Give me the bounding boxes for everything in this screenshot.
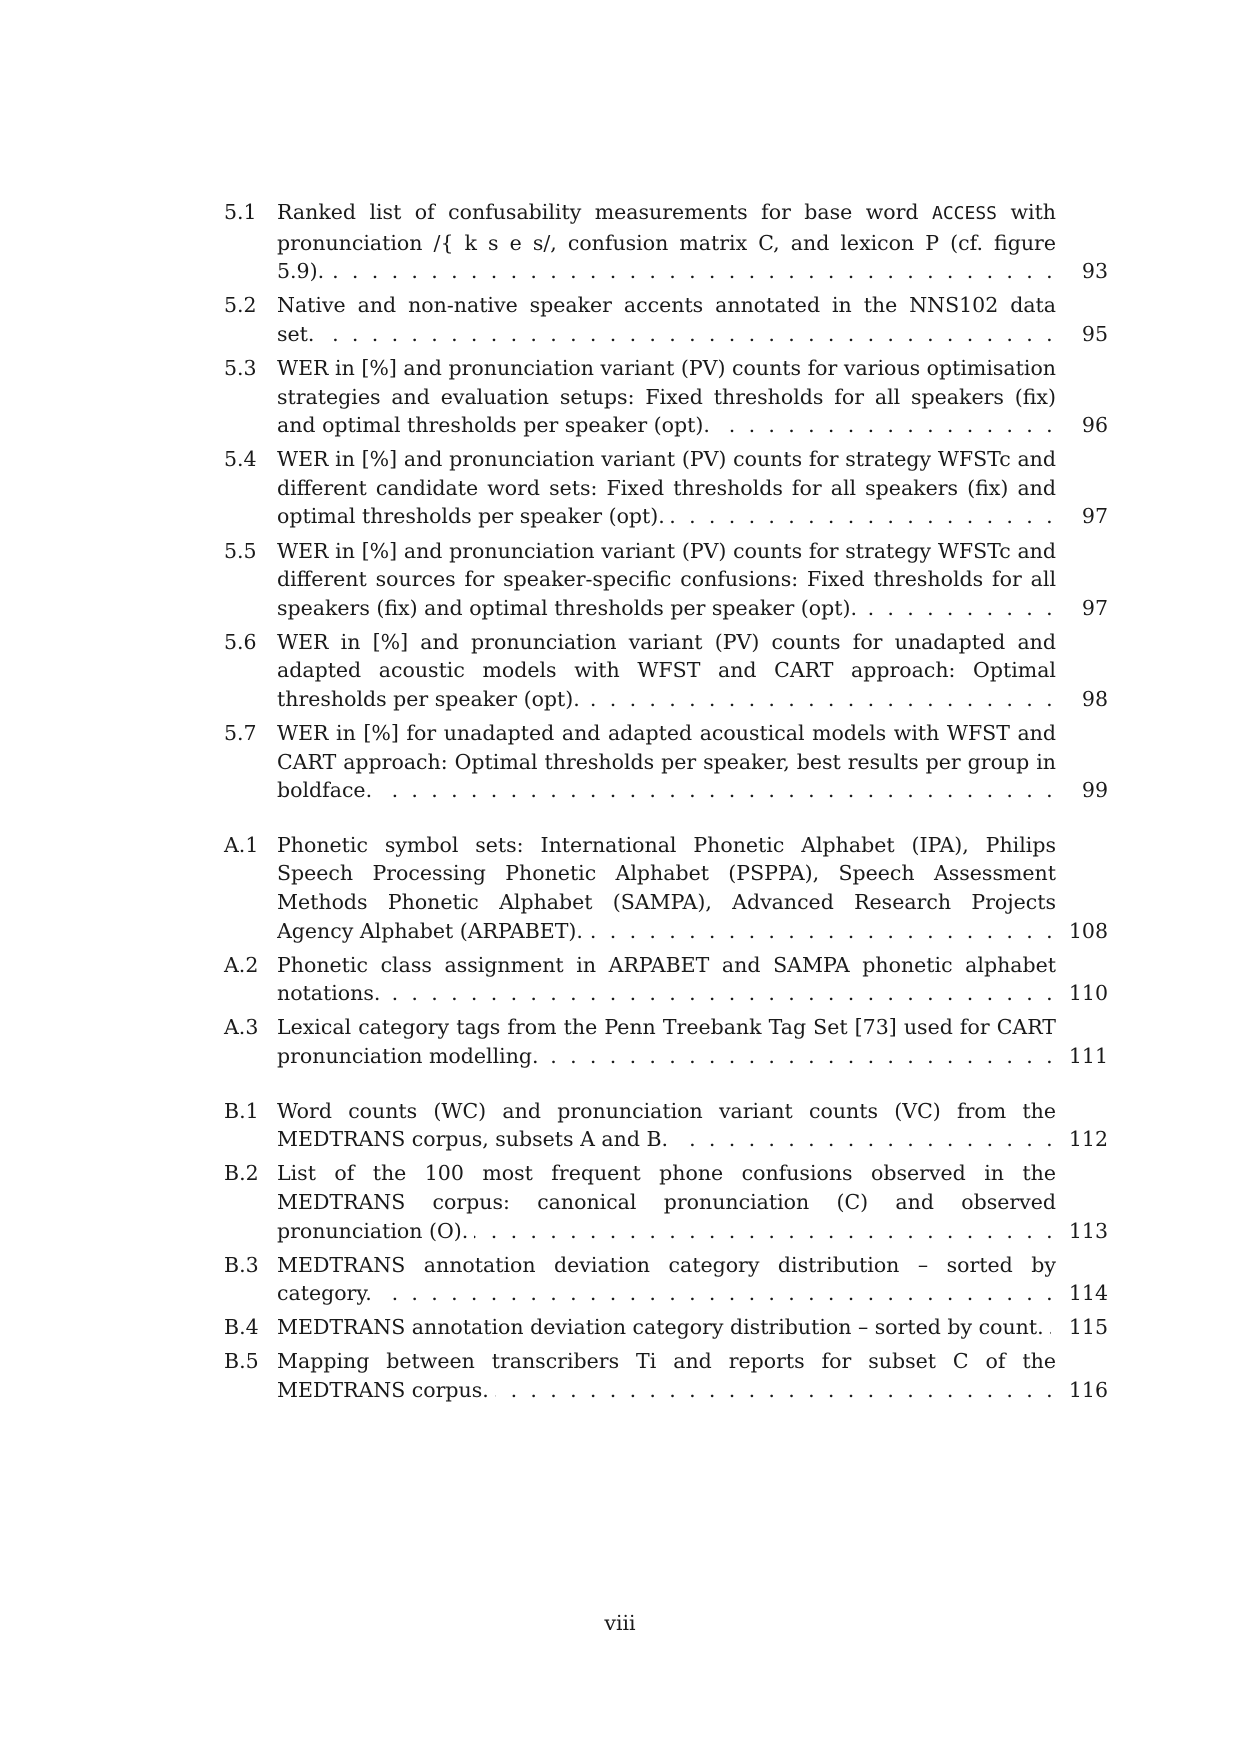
toc-entry[interactable] [224,445,1108,531]
table-number: 5.1 [224,200,257,224]
toc-group [224,1097,1108,1405]
page-reference: 97 [1081,595,1108,620]
toc-entry[interactable] [224,719,1108,805]
table-number: B.1 [224,1098,259,1123]
table-caption: WER in [%] and pronunciation variant (PV) counts for strategy WFSTc and different sources for speaker-specific confusions: Fixed thresholds for all speakers (fix) and optimal thresholds per speaker (opt). . . . [277,537,1056,623]
table-caption: WER in [%] and pronunciation variant (PV) counts for unadapted and adapted acoustic models with WFST and CART approach: Optimal thresholds per speaker (opt). . . . [277,628,1056,714]
page-reference: 95 [1081,321,1108,346]
table-number: A.1 [224,832,259,857]
table-caption: MEDTRANS annotation deviation category distribution – sorted by count. . . . [277,1313,1056,1342]
table-number: 5.2 [224,293,257,318]
page-reference: 114 [1068,1281,1108,1306]
table-number: 5.5 [224,538,257,563]
table-number: B.4 [224,1315,259,1340]
page-reference: 93 [1081,259,1108,284]
table-caption: Mapping between transcribers Ti and reports for subset C of the MEDTRANS corpus. . . . [277,1347,1056,1404]
toc-entry[interactable] [224,1013,1108,1070]
page-reference: 113 [1068,1218,1108,1243]
table-number: 5.6 [224,629,257,654]
page-reference: 96 [1081,413,1108,438]
table-caption: Phonetic symbol sets: International Phonetic Alphabet (IPA), Philips Speech Processing Phonetic Alphabet (PSPPA), Speech Assessment Methods Phonetic Alphabet (SAMPA), Advanced Research Projects Agency Alphabet (ARPABET). . . . [277,831,1056,945]
caption-text: Ranked list of confusability measurements for base word [277,200,932,224]
caption-code: ACCESS [932,203,998,224]
table-caption [277,198,1056,286]
toc-entry[interactable] [224,831,1108,945]
list-of-tables [224,198,1108,1410]
table-number: A.2 [224,952,259,977]
table-number: 5.3 [224,355,257,380]
table-caption: Word counts (WC) and pronunciation variant counts (VC) from the MEDTRANS corpus, subsets A and B. . . . [277,1097,1056,1154]
page-reference: 115 [1068,1315,1108,1340]
toc-entry[interactable] [224,1347,1108,1404]
page-reference: 110 [1068,981,1108,1006]
page-reference: 97 [1081,504,1108,529]
table-caption: WER in [%] and pronunciation variant (PV) counts for various optimisation strategies and evaluation setups: Fixed thresholds for all speakers (fix) and optimal thresholds per speaker (opt). . . . [277,354,1056,440]
toc-entry[interactable] [224,628,1108,714]
table-caption: Phonetic class assignment in ARPABET and SAMPA phonetic alphabet notations. . . . [277,951,1056,1008]
page-reference: 99 [1081,778,1108,803]
toc-entry[interactable] [224,198,1108,286]
table-number: B.3 [224,1252,259,1277]
table-caption: Native and non-native speaker accents annotated in the NNS102 data set. . . . [277,291,1056,348]
toc-entry[interactable] [224,291,1108,348]
toc-entry[interactable] [224,1159,1108,1245]
toc-group [224,198,1108,805]
table-number: 5.4 [224,447,257,472]
page-reference: 111 [1068,1044,1108,1069]
table-number: 5.7 [224,721,257,746]
table-caption: MEDTRANS annotation deviation category distribution – sorted by category. . . . [277,1251,1056,1308]
caption-text: with pronunciation /{ k s e s/, confusion matrix C, and lexicon P (cf. figure 5.9). [277,200,1056,284]
toc-entry[interactable] [224,1313,1108,1342]
toc-group [224,831,1108,1071]
toc-entry[interactable] [224,354,1108,440]
table-number: B.5 [224,1349,259,1374]
table-caption: WER in [%] for unadapted and adapted acoustical models with WFST and CART approach: Optimal thresholds per speaker, best results per group in boldface. . . . [277,719,1056,805]
table-number: A.3 [224,1015,259,1040]
table-caption: List of the 100 most frequent phone confusions observed in the MEDTRANS corpus: canonical pronunciation (C) and observed pronunciation (O). . . . [277,1159,1056,1245]
table-caption: WER in [%] and pronunciation variant (PV) counts for strategy WFSTc and different candidate word sets: Fixed thresholds for all speakers (fix) and optimal thresholds per speaker (opt). . . . [277,445,1056,531]
page-number: viii [604,1611,636,1635]
table-caption: Lexical category tags from the Penn Treebank Tag Set [73] used for CART pronunciation modelling. . . . [277,1013,1056,1070]
toc-entry[interactable] [224,1097,1108,1154]
toc-entry[interactable] [224,537,1108,623]
toc-entry[interactable] [224,1251,1108,1308]
page-reference: 116 [1068,1377,1108,1402]
page-reference: 112 [1068,1127,1108,1152]
page-reference: 98 [1081,687,1108,711]
toc-entry[interactable] [224,951,1108,1008]
page-reference: 108 [1068,918,1108,943]
table-number: B.2 [224,1161,259,1186]
